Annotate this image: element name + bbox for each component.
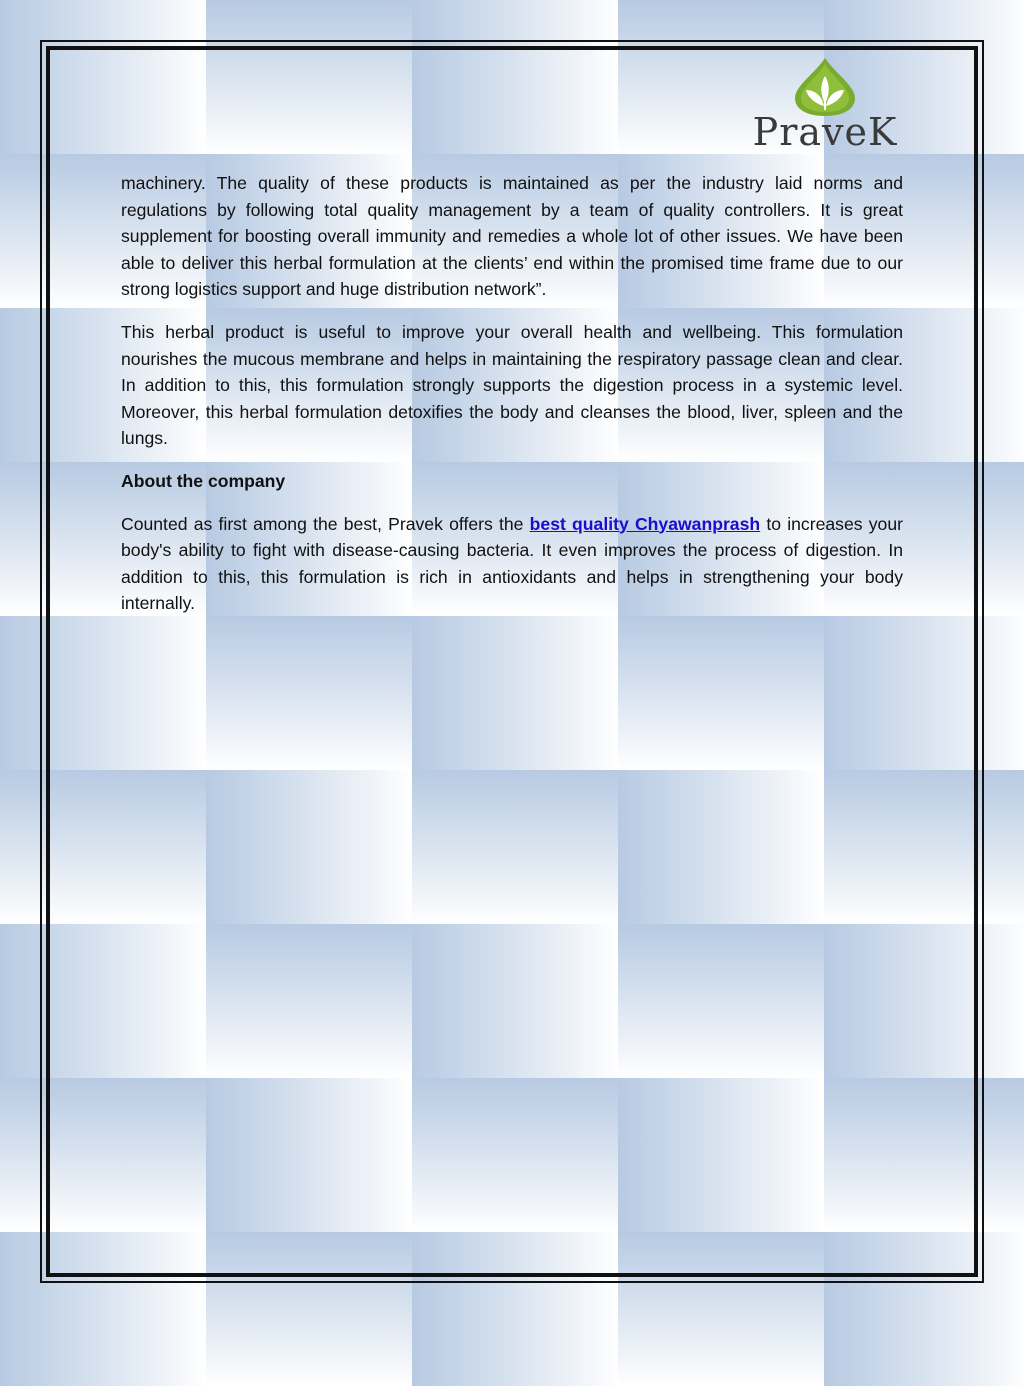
section-heading-about: About the company bbox=[121, 470, 286, 491]
leaf-drop-icon bbox=[740, 56, 910, 116]
chyawanprash-link[interactable]: best quality Chyawanprash bbox=[529, 513, 761, 534]
paragraph-machinery: machinery. The quality of these products is maintained as per the industry laid norms and regulations by following total quality management by a team of quality controllers. It is great supplement for boosting overall immunity and remedies a whole lot of other issues. We have been able to deliver this herbal formulation at the clients’ end within the promised time frame due to our strong logistics support and huge distribution network”. bbox=[121, 173, 903, 300]
paragraph-herbal-product: This herbal product is useful to improve your overall health and wellbeing. This formulation nourishes the mucous membrane and helps in maintaining the respiratory passage clean and clear. In addition to this, this formulation strongly supports the digestion process in a systemic level. Moreover, this herbal formulation detoxifies the body and cleanses the blood, liver, spleen and the lungs. bbox=[121, 321, 903, 449]
pravek-logo bbox=[740, 56, 910, 156]
about-text-end: to increases your body's ability to fight with disease-causing bacteria. It even improves the process of digestion. In addition to this, this formulation is rich in antioxidants and helps in strengthening your body internally. bbox=[121, 513, 903, 614]
about-text-start: Counted as first among the best, Pravek offers the bbox=[121, 513, 530, 534]
brand-name: PraveK bbox=[752, 110, 898, 154]
paragraph-about bbox=[121, 511, 903, 617]
document-body bbox=[121, 170, 903, 633]
